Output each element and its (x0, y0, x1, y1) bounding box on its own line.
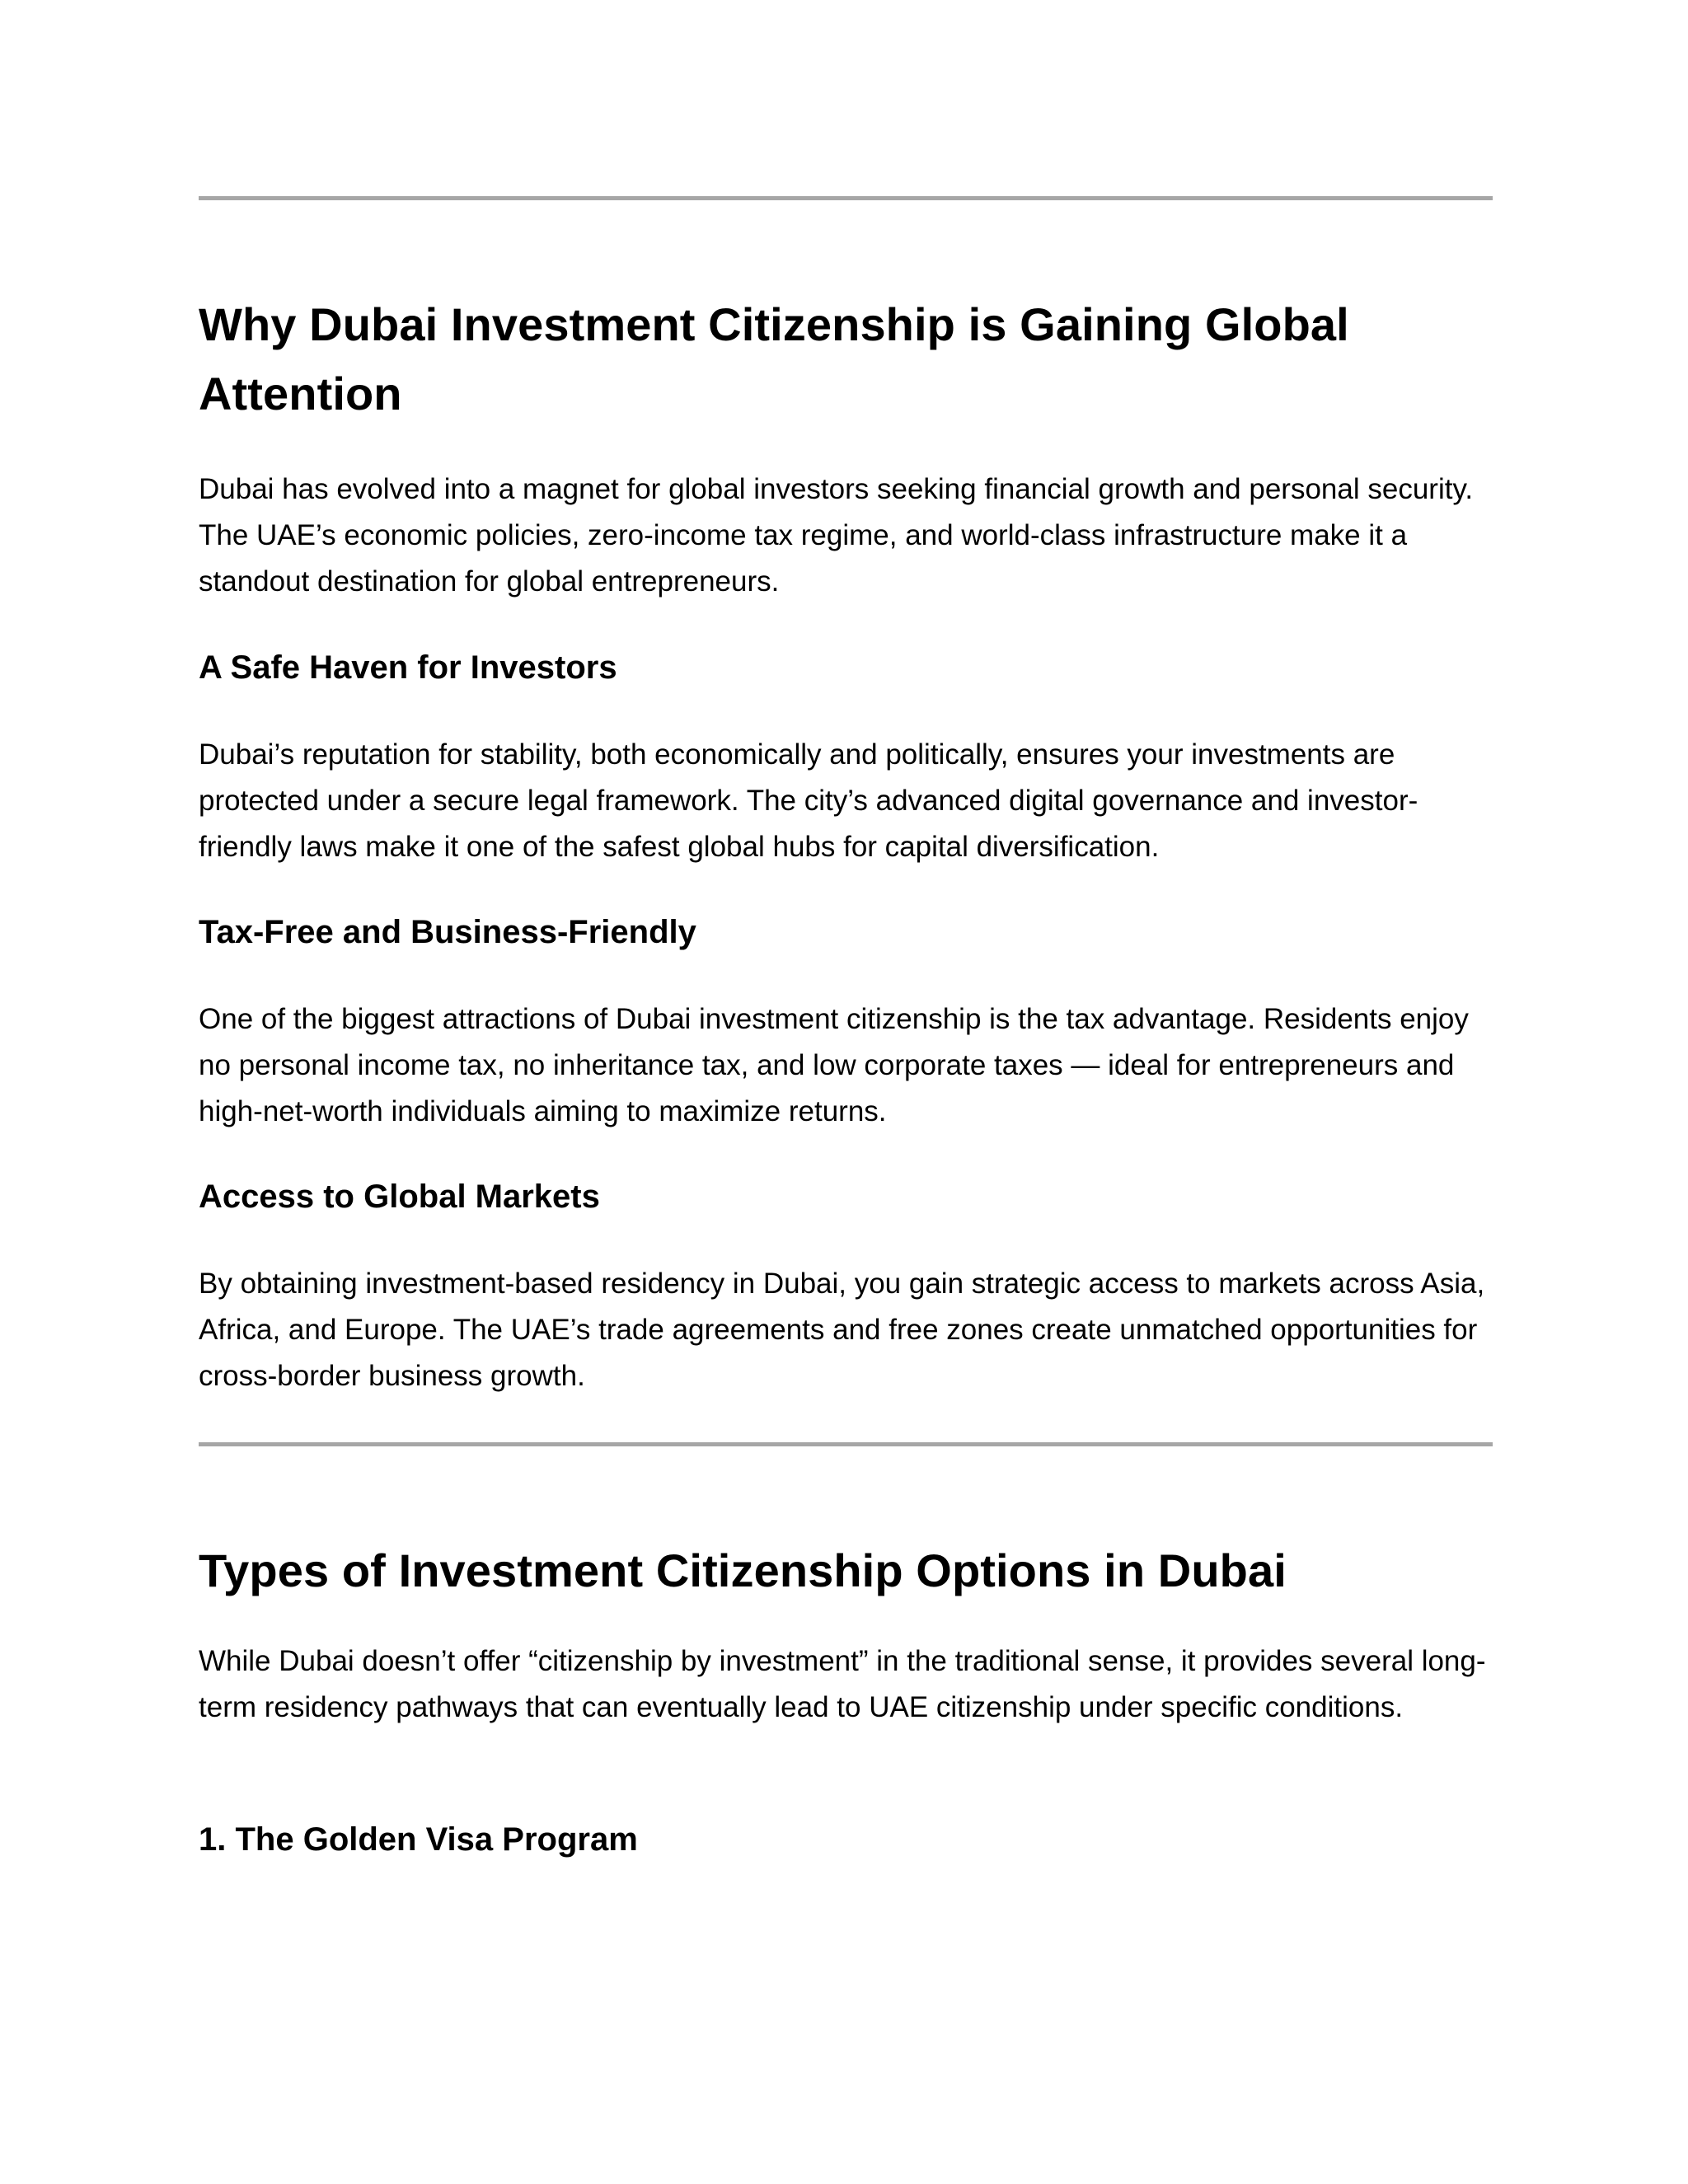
subsection-paragraph: One of the biggest attractions of Dubai investment citizenship is the tax advantage. Residents enjoy no personal income tax, no inheritance tax, and low corporate taxes — ideal for entrepreneurs and high-net-worth individuals aiming to maximize returns. (199, 1003, 1469, 1127)
section-divider (199, 1442, 1493, 1446)
section-heading: Types of Investment Citizenship Options in Dubai (199, 1544, 1287, 1596)
section-intro-paragraph: While Dubai doesn’t offer “citizenship by investment” in the traditional sense, it provides several long-term residency pathways that can eventually lead to UAE citizenship under specific conditions. (199, 1645, 1486, 1723)
section-heading: Why Dubai Investment Citizenship is Gaining Global Attention (199, 298, 1349, 419)
section-divider (199, 196, 1493, 200)
subsection-heading: A Safe Haven for Investors (199, 649, 617, 686)
section-intro-paragraph: Dubai has evolved into a magnet for global investors seeking financial growth and personal security. The UAE’s economic policies, zero-income tax regime, and world-class infrastructure make it a standout destination for global entrepreneurs. (199, 473, 1474, 598)
subsection-paragraph: By obtaining investment-based residency in Dubai, you gain strategic access to markets across Asia, Africa, and Europe. The UAE’s trade agreements and free zones create unmatched opportunities for cross-border business growth. (199, 1268, 1485, 1392)
subsection-heading: Access to Global Markets (199, 1179, 600, 1215)
subsection-heading: 1. The Golden Visa Program (199, 1821, 638, 1858)
subsection-heading: Tax-Free and Business-Friendly (199, 914, 696, 950)
subsection-paragraph: Dubai’s reputation for stability, both economically and politically, ensures your investments are protected under a secure legal framework. The city’s advanced digital governance and investor-friendly laws make it one of the safest global hubs for capital diversification. (199, 738, 1418, 863)
